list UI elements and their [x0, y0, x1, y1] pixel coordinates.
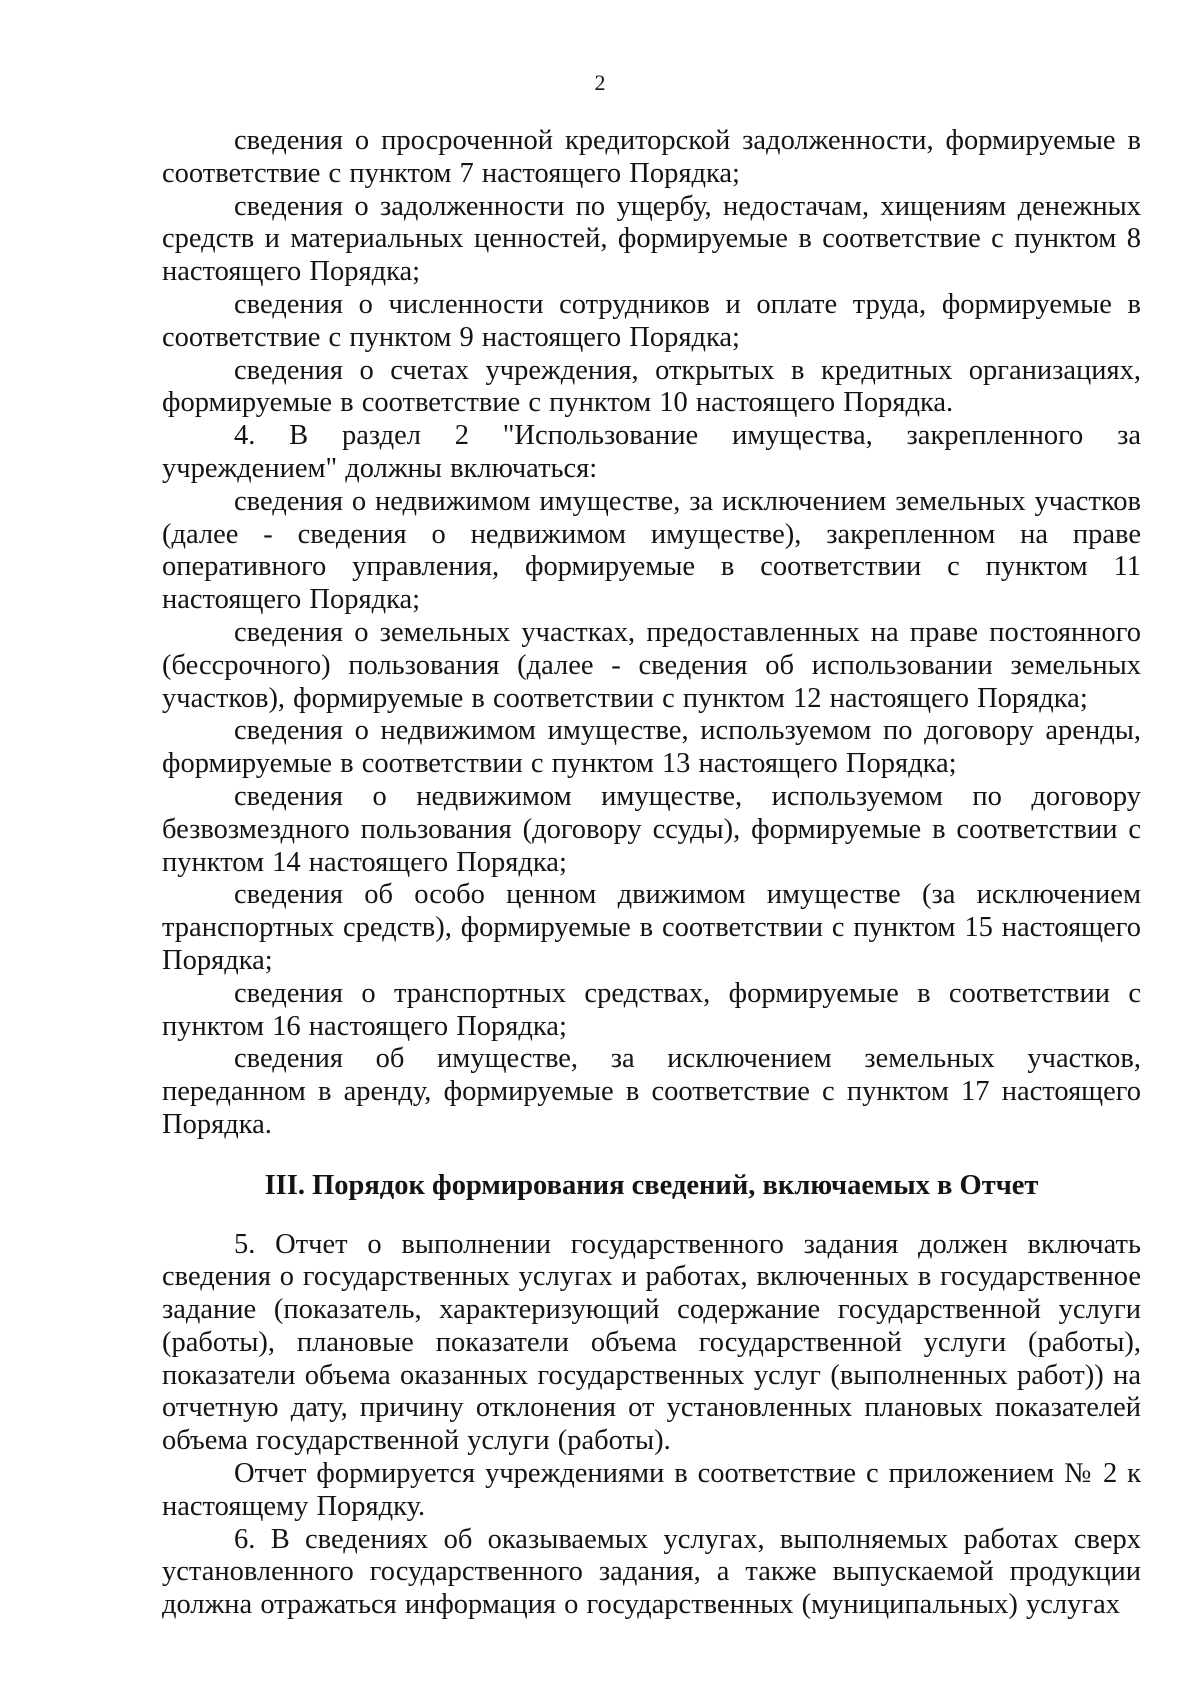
paragraph: сведения о земельных участках, предоставленных на праве постоянного (бессрочного) пользования (далее - сведения об использовании земельных участков), формируемые в соответствии с пунктом 12 настоящего Порядка;: [162, 616, 1141, 714]
paragraph: сведения о недвижимом имуществе, используемом по договору безвозмездного пользования (договору ссуды), формируемые в соответствии с пунктом 14 настоящего Порядка;: [162, 780, 1141, 878]
paragraph: Отчет формируется учреждениями в соответствие с приложением № 2 к настоящему Порядку.: [162, 1458, 1141, 1522]
paragraph: сведения о просроченной кредиторской задолженности, формируемые в соответствие с пунктом 7 настоящего Порядка;: [162, 125, 1141, 189]
paragraph: сведения об особо ценном движимом имуществе (за исключением транспортных средств), формируемые в соответствии с пунктом 15 настоящего Порядка;: [162, 879, 1141, 976]
paragraph: сведения о численности сотрудников и оплате труда, формируемые в соответствие с пунктом 9 настоящего Порядка;: [162, 288, 1141, 353]
page-number: 2: [594, 70, 606, 95]
paragraph-item-6: 6. В сведениях об оказываемых услугах, выполняемых работах сверх установленного государственного задания, а также выпускаемой продукции должна отражаться информация о государственных (муниципальных) услугах: [162, 1523, 1141, 1621]
paragraph: сведения об имуществе, за исключением земельных участков, переданном в аренду, формируемые в соответствие с пунктом 17 настоящего Порядка.: [162, 1043, 1141, 1140]
paragraph: сведения о недвижимом имуществе, за исключением земельных участков (далее - сведения о недвижимом имуществе), закрепленном на праве оперативного управления, формируемые в соответствии с пунктом 11 настоящего Порядка;: [162, 485, 1141, 616]
paragraph-item-4: 4. В раздел 2 "Использование имущества, закрепленного за учреждением" должны включаться:: [162, 420, 1141, 484]
paragraph: сведения о задолженности по ущербу, недостачам, хищениям денежных средств и материальных ценностей, формируемые в соответствие с пунктом 8 настоящего Порядка;: [162, 190, 1141, 288]
document-body: [162, 125, 1141, 1622]
paragraph: сведения о недвижимом имуществе, используемом по договору аренды, формируемые в соответствии с пунктом 13 настоящего Порядка;: [162, 715, 1141, 780]
paragraph-item-5: 5. Отчет о выполнении государственного задания должен включать сведения о государственных услугах и работах, включенных в государственное задание (показатель, характеризующий содержание государственной услуги (работы), плановые показатели объема государственной услуги (работы), показатели объема оказанных государственных услуг (выполненных работ)) на отчетную дату, причину отклонения от установленных плановых показателей объема государственной услуги (работы).: [162, 1228, 1141, 1457]
paragraph: сведения о счетах учреждения, открытых в кредитных организациях, формируемые в соответствие с пунктом 10 настоящего Порядка.: [162, 354, 1141, 419]
section-heading: III. Порядок формирования сведений, включаемых в Отчет: [264, 1169, 1039, 1201]
paragraph: сведения о транспортных средствах, формируемые в соответствии с пунктом 16 настоящего Порядка;: [162, 977, 1141, 1042]
